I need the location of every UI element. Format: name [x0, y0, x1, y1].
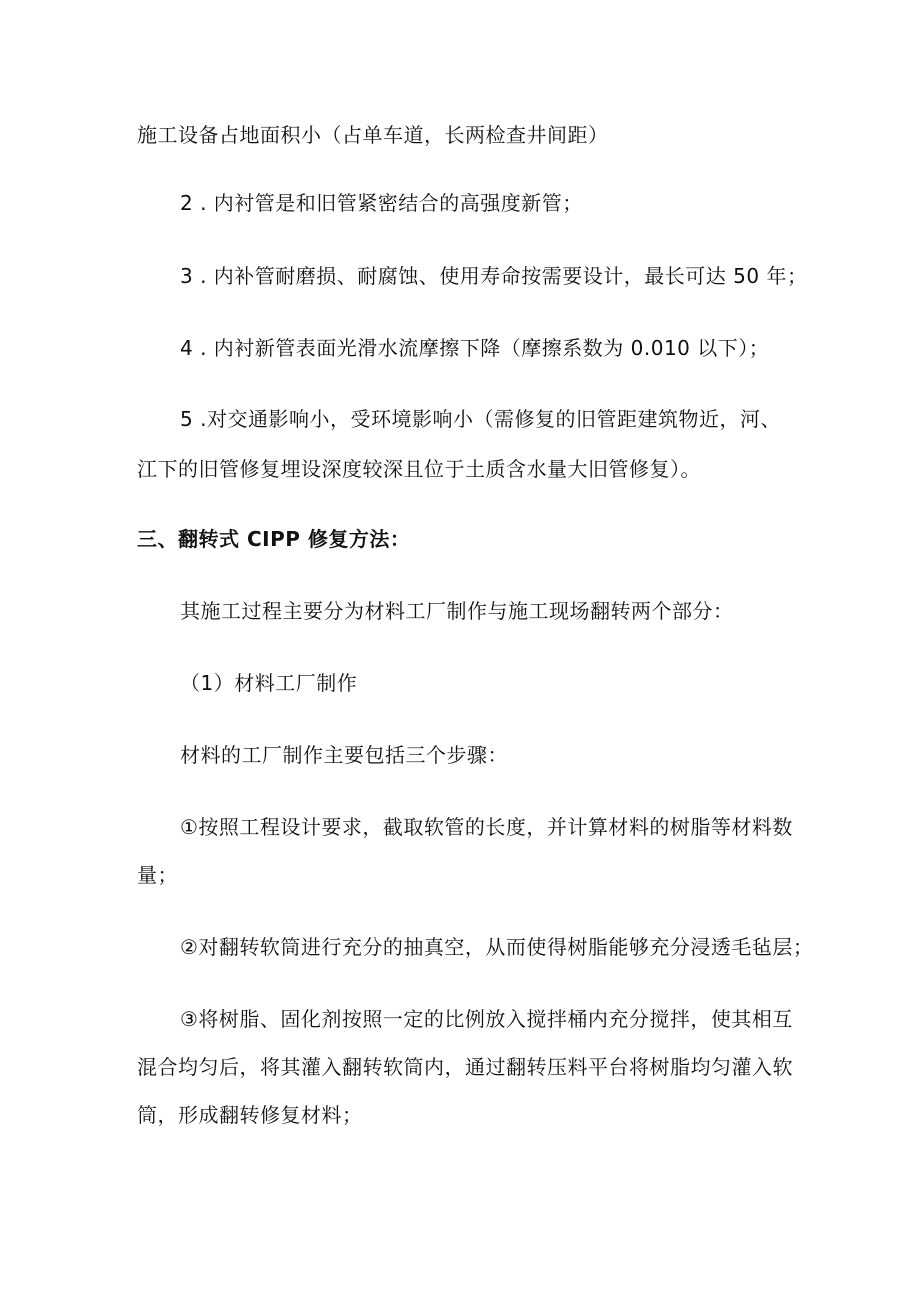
- list-item-4: 4 . 内衬新管表面光滑水流摩擦下降（摩擦系数为 0.010 以下）；: [180, 336, 770, 360]
- paragraph-equipment-footprint: 施工设备占地面积小（占单车道，长两检查井间距）: [137, 123, 609, 147]
- step-1-continued: 量；: [137, 863, 178, 887]
- list-item-2: 2 . 内衬管是和旧管紧密结合的高强度新管；: [180, 191, 583, 215]
- step-3-continued-1: 混合均匀后，将其灌入翻转软筒内，通过翻转压料平台将树脂均匀灌入软: [137, 1055, 793, 1079]
- paragraph-steps-intro: 材料的工厂制作主要包括三个步骤：: [180, 743, 508, 767]
- subsection-heading: （1）材料工厂制作: [180, 671, 358, 695]
- step-3: ③将树脂、固化剂按照一定的比例放入搅拌桶内充分搅拌，使其相互: [180, 1007, 793, 1031]
- list-item-5: 5 .对交通影响小，受环境影响小（需修复的旧管距建筑物近，河、: [180, 407, 781, 431]
- step-2: ②对翻转软筒进行充分的抽真空，从而使得树脂能够充分浸透毛毡层；: [180, 935, 814, 959]
- step-1: ①按照工程设计要求，截取软管的长度，并计算材料的树脂等材料数: [180, 815, 793, 839]
- list-item-3: 3 . 内补管耐磨损、耐腐蚀、使用寿命按需要设计，最长可达 50 年；: [180, 264, 808, 288]
- list-item-5-continued: 江下的旧管修复埋设深度较深且位于土质含水量大旧管修复）。: [137, 457, 701, 481]
- paragraph-process-intro: 其施工过程主要分为材料工厂制作与施工现场翻转两个部分：: [180, 599, 734, 623]
- step-3-continued-2: 筒，形成翻转修复材料；: [137, 1103, 363, 1127]
- section-heading: 三、翻转式 CIPP 修复方法：: [137, 527, 411, 551]
